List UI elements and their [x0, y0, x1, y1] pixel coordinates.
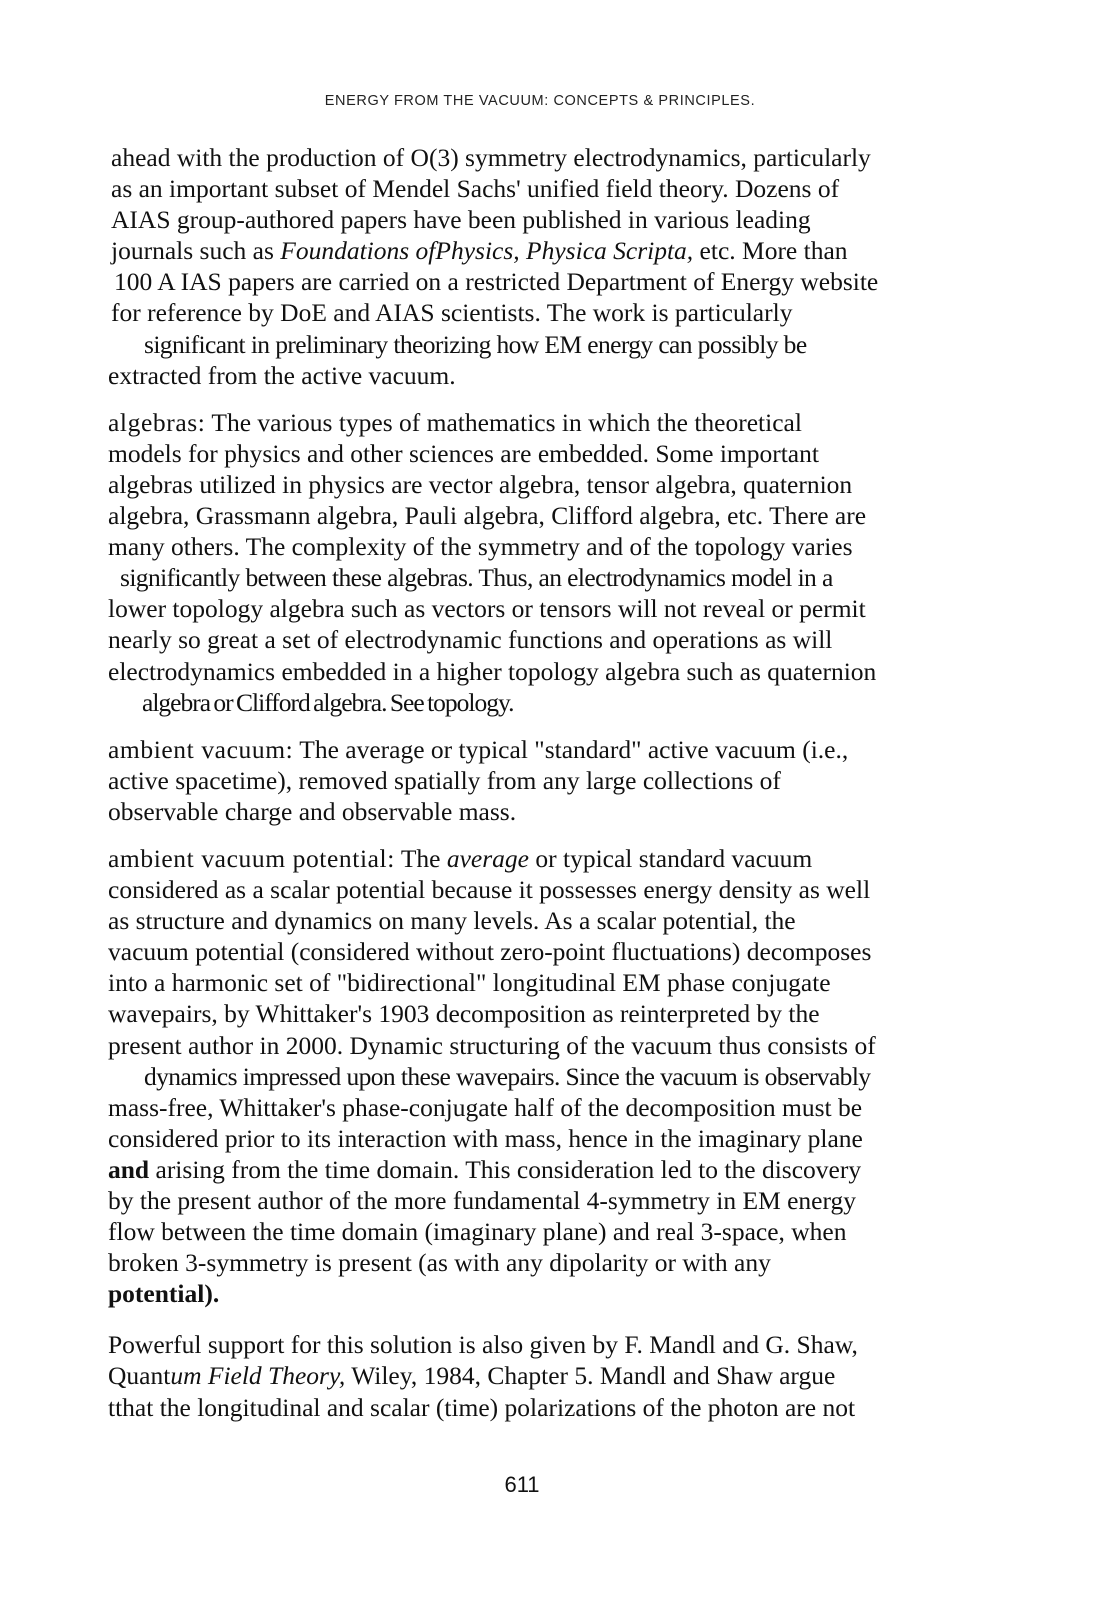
text-line: 100 A IAS papers are carried on a restricted Department of Energy website [114, 267, 879, 297]
text-run: The average or typical "standard" active vacuum (i.e., [293, 734, 849, 764]
text-run: etc. More than [693, 236, 848, 266]
text-line: electrodynamics embedded in a higher topology algebra such as quaternion [108, 656, 877, 686]
text-line: Powerful support for this solution is also given by F. Mandl and G. Shaw, [108, 1330, 858, 1360]
text-line: mass-free, Whittaker's phase-conjugate half of the decomposition must be [108, 1092, 863, 1122]
text-run: Wiley, 1984, Chapter 5. Mandl and Shaw argue [345, 1361, 836, 1391]
text-line: active spacetime), removed spatially from any large collections of [108, 765, 781, 795]
text-run: The various types of mathematics in which the theoretical [205, 407, 802, 437]
text-line: algebras utilized in physics are vector algebra, tensor algebra, quaternion [108, 469, 853, 499]
text-line [108, 1278, 958, 1309]
italic-title: Foundations ofPhysics, Physica Scripta, [280, 236, 694, 266]
text-run: journals such as [111, 236, 281, 266]
text-line: present author in 2000. Dynamic structuring of the vacuum thus consists of [108, 1030, 876, 1060]
text-line: models for physics and other sciences are embedded. Some important [108, 438, 819, 468]
text-line: considered prior to its interaction with mass, hence in the imaginary plane [108, 1123, 863, 1153]
text-line: many others. The complexity of the symmetry and of the topology varies [108, 532, 853, 562]
entry-ambient-vacuum-potential [108, 843, 958, 1309]
text-line: tthat the longitudinal and scalar (time) polarizations of the photon are not [108, 1392, 856, 1422]
text-line: algebra or Clifford algebra. See topology. [142, 687, 514, 717]
italic-title: um Field Theory, [170, 1361, 346, 1391]
glossary-term: algebras: [108, 407, 206, 437]
paragraph-powerful-support [108, 1329, 958, 1422]
text-line: flow between the time domain (imaginary plane) and real 3-space, when [108, 1217, 847, 1247]
text-line [108, 1360, 958, 1391]
glossary-term: ambient vacuum: [108, 734, 294, 764]
text-line: into a harmonic set of "bidirectional" longitudinal EM phase conjugate [108, 968, 831, 998]
body-text [108, 142, 958, 1423]
text-line: AIAS group-authored papers have been published in various leading [111, 205, 811, 235]
paragraph-gap [108, 1309, 958, 1329]
text-line: for reference by DoE and AIAS scientists. The work is particularly [111, 298, 793, 328]
text-line: broken 3-symmetry is present (as with any dipolarity or with any [108, 1248, 771, 1278]
running-header: ENERGY FROM THE VACUUM: CONCEPTS & PRINCIPLES. [324, 93, 756, 109]
text-line [108, 407, 958, 438]
paragraph-gap [108, 391, 958, 407]
text-line: as an important subset of Mendel Sachs' unified field theory. Dozens of [111, 174, 840, 204]
paragraph-gap [108, 827, 958, 843]
text-line: ahead with the production of O(3) symmetry electrodynamics, particularly [111, 143, 871, 172]
text-line: observable charge and observable mass. [108, 796, 517, 826]
text-run: arising from the time domain. This consideration led to the discovery [149, 1154, 862, 1184]
text-run: The [394, 843, 447, 873]
paragraph-continuation [108, 142, 958, 391]
glossary-term: ambient vacuum potential: [108, 843, 395, 873]
text-run: or typical standard vacuum [529, 843, 813, 873]
italic-word: average [446, 843, 529, 873]
text-line [108, 1154, 958, 1185]
text-line: dynamics impressed upon these wavepairs. Since the vacuum is observably [144, 1061, 871, 1091]
text-line: significantly between these algebras. Thus, an electrodynamics model in a [120, 563, 833, 593]
text-line: as structure and dynamics on many levels. As a scalar potential, the [108, 906, 796, 936]
text-line: vacuum potential (considered without zero-point fluctuations) decomposes [108, 937, 872, 967]
text-line: wavepairs, by Whittaker's 1903 decomposition as reinterpreted by the [108, 999, 820, 1029]
text-line: algebra, Grassmann algebra, Pauli algebra, Clifford algebra, etc. There are [108, 501, 867, 531]
bold-word: and [108, 1154, 150, 1184]
text-line: significant in preliminary theorizing how EM energy can possibly be [144, 329, 807, 359]
text-line: extracted from the active vacuum. [108, 360, 456, 390]
bold-word: potential). [108, 1279, 220, 1309]
text-line: considered as a scalar potential because it possesses energy density as well [108, 875, 871, 905]
text-line: lower topology algebra such as vectors or tensors will not reveal or permit [108, 594, 866, 624]
entry-ambient-vacuum [108, 734, 958, 827]
text-run: Quant [108, 1361, 171, 1391]
text-line: by the present author of the more fundamental 4-symmetry in EM energy [108, 1186, 857, 1215]
text-line [108, 235, 958, 266]
paragraph-gap [108, 718, 958, 734]
text-line [108, 843, 958, 874]
text-line: nearly so great a set of electrodynamic functions and operations as will [108, 625, 833, 655]
page-number: 611 [504, 1472, 540, 1497]
entry-algebras [108, 407, 958, 718]
text-line [108, 734, 958, 765]
